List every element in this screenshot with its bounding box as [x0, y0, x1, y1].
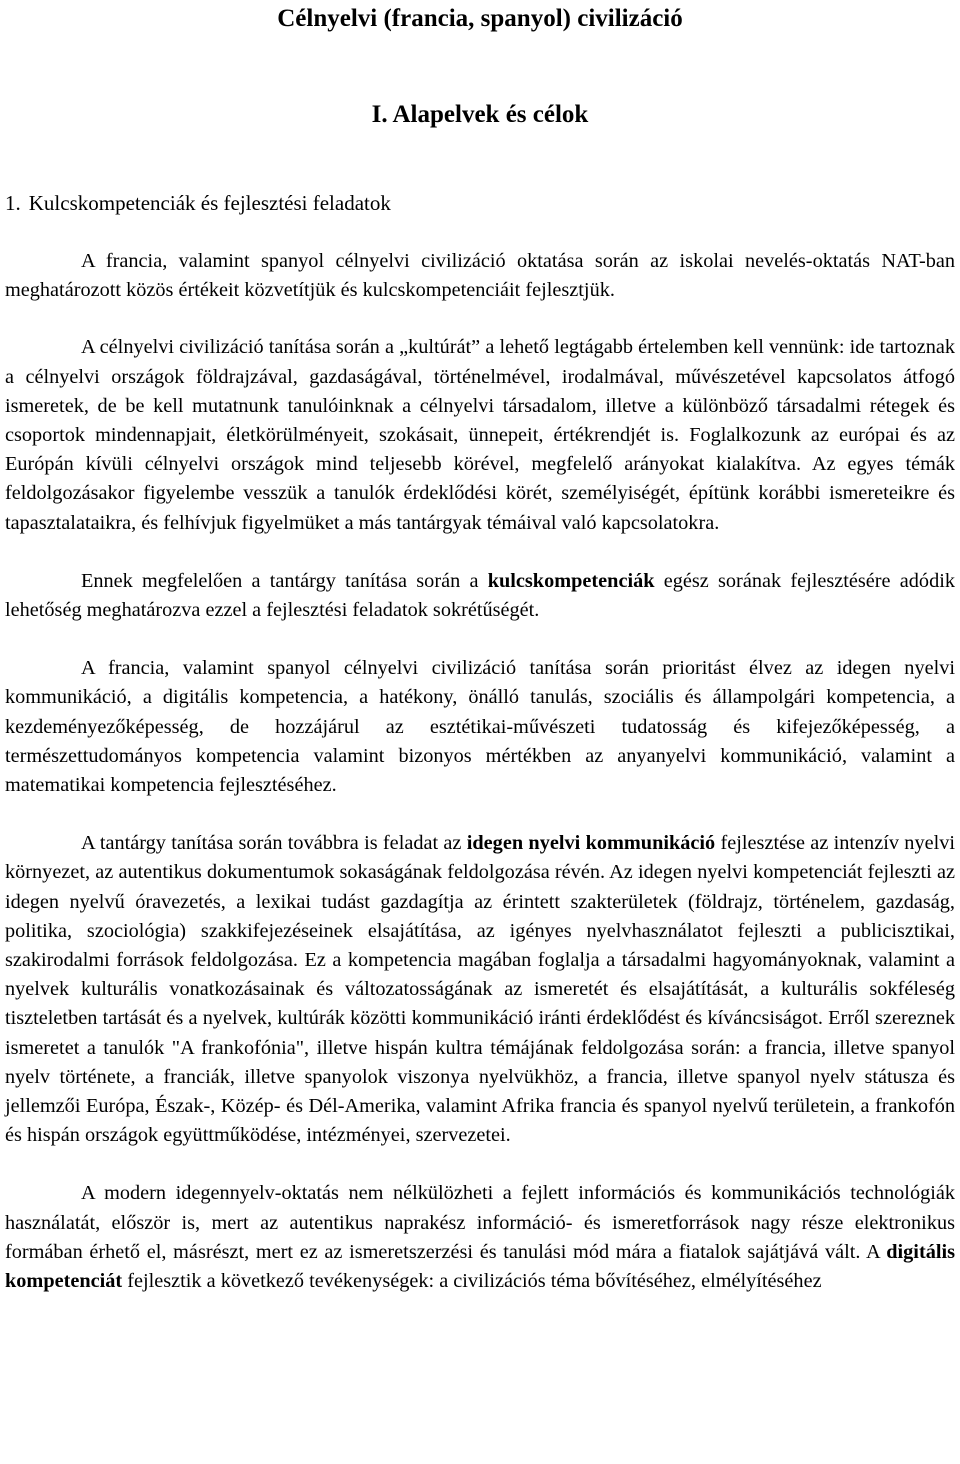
paragraph-foreign-language — [5, 829, 955, 1150]
emphasis-idegen-nyelvi-kommunikacio: idegen nyelvi kommunikáció — [466, 832, 716, 855]
emphasis-kulcskompetenciak: kulcskompetenciák — [487, 569, 655, 592]
paragraph-text: egész sorának fejlesztésére adódik lehetőség meghatározva ezzel a fejlesztési feladatok sokrétűségét. — [5, 569, 955, 622]
emphasis-digitalis-kompetenciat: digitális kompetenciát — [5, 1240, 955, 1293]
section-heading: I. Alapelvek és célok — [371, 101, 589, 128]
paragraph-digital — [5, 1179, 955, 1296]
paragraph-intro: A francia, valamint spanyol célnyelvi civilizáció oktatása során az iskolai nevelés-oktatás NAT-ban meghatározott közös értékeit közvetítjük és kulcskompetenciáit fejlesztjük. — [5, 250, 955, 302]
paragraph-text: A tantárgy tanítása során továbbra is feladat az — [81, 832, 467, 855]
document-title: Célnyelvi (francia, spanyol) civilizáció — [277, 5, 683, 32]
subsection-number: 1. — [5, 191, 21, 215]
subsection-title: Kulcskompetenciák és fejlesztési feladatok — [28, 191, 391, 215]
paragraph-text: fejlesztése az intenzív nyelvi környezet, az autentikus dokumentumok sokaságának feldolgozása révén. Az idegen nyelvi kompetenciát fejleszti az idegen nyelvű óravezetés, a lexikai tudást gazdagítja az érintett szakterületek (földrajz, történelem, gazdaság, politika, szociológia) szakkifejezéseinek elsajátítása, az igényes nyelvhasználatot fejleszti a publicisztikai, szakirodalmi források feldolgozása. Ez a kompetencia magában foglalja a társadalmi hagyományoknak, valamint a nyelvek kulturális vonatkozásainak és változatosságának az ismeretét és elsajátítását, a kulturális sokféleség tiszteletben tartását és a nyelvek, kultúrák közötti kommunikáció iránti érdeklődést és kíváncsiságot. Erről szereznek ismeretet a tanulók "A frankofónia", illetve hispán kultra témájának feldolgozása során: a francia, illetve spanyol nyelv története, a franciák, illetve spanyolok viszonya nyelvükhöz, a francia, illetve spanyol nyelv státusza és jellemzői Európa, Észak-, Közép- és Dél-Amerika, valamint Afrika francia és spanyol nyelvű területein, a frankofón és hispán országok együttműködése, intézményei, szervezetei. — [5, 832, 955, 1147]
paragraph-text: Ennek megfelelően a tantárgy tanítása során a — [81, 569, 488, 592]
document-body — [5, 247, 955, 1325]
paragraph-key-competences — [5, 567, 955, 625]
paragraph-text: fejlesztik a következő tevékenységek: a civilizációs téma bővítéséhez, elmélyítéséhez — [122, 1270, 822, 1293]
subsection-heading — [5, 188, 955, 218]
paragraph-culture: A célnyelvi civilizáció tanítása során a „kultúrát” a lehető legtágabb értelemben kell vennünk: ide tartoznak a célnyelvi országok földrajzával, gazdaságával, történelmével, irodalmával, művészetével kapcsolatos átfogó ismeretek, de be kell mutatnunk tanulóinknak a célnyelvi társadalom, illetve a különböző társadalmi rétegek és csoportok mindennapjait, életkörülményeit, szokásait, ünnepeit, értékrendjét is. Foglalkozunk az európai és az Európán kívüli célnyelvi országok mind teljesebb körével, megfelelő arányokat kialakítva. Az egyes témák feldolgozásakor figyelembe vesszük a tanulók érdeklődési körét, személyiségét, építünk korábbi ismereteikre és tapasztalataikra, és felhívjuk figyelmüket a más tantárgyak témáival való kapcsolatokra. — [5, 336, 955, 534]
paragraph-text: A modern idegennyelv-oktatás nem nélkülözheti a fejlett információs és kommunikációs technológiák használatát, először is, mert az autentikus naprakész információ- és ismeretforrások nagy része elektronikus formában érhető el, másrészt, mert ez az ismeretszerzési és tanulási mód mára a fiatalok sajátjává vált. A — [5, 1182, 955, 1263]
paragraph-priorities: A francia, valamint spanyol célnyelvi civilizáció tanítása során prioritást élvez az idegen nyelvi kommunikáció, a digitális kompetencia, a hatékony, önálló tanulás, szociális és állampolgári kompetencia, a kezdeményezőképesség, de hozzájárul az esztétikai-művészeti tudatosság és kifejezőképesség, a természettudományos kompetencia valamint bizonyos mértékben az anyanyelvi kommunikáció, valamint a matematikai kompetencia fejlesztéséhez. — [5, 657, 955, 797]
